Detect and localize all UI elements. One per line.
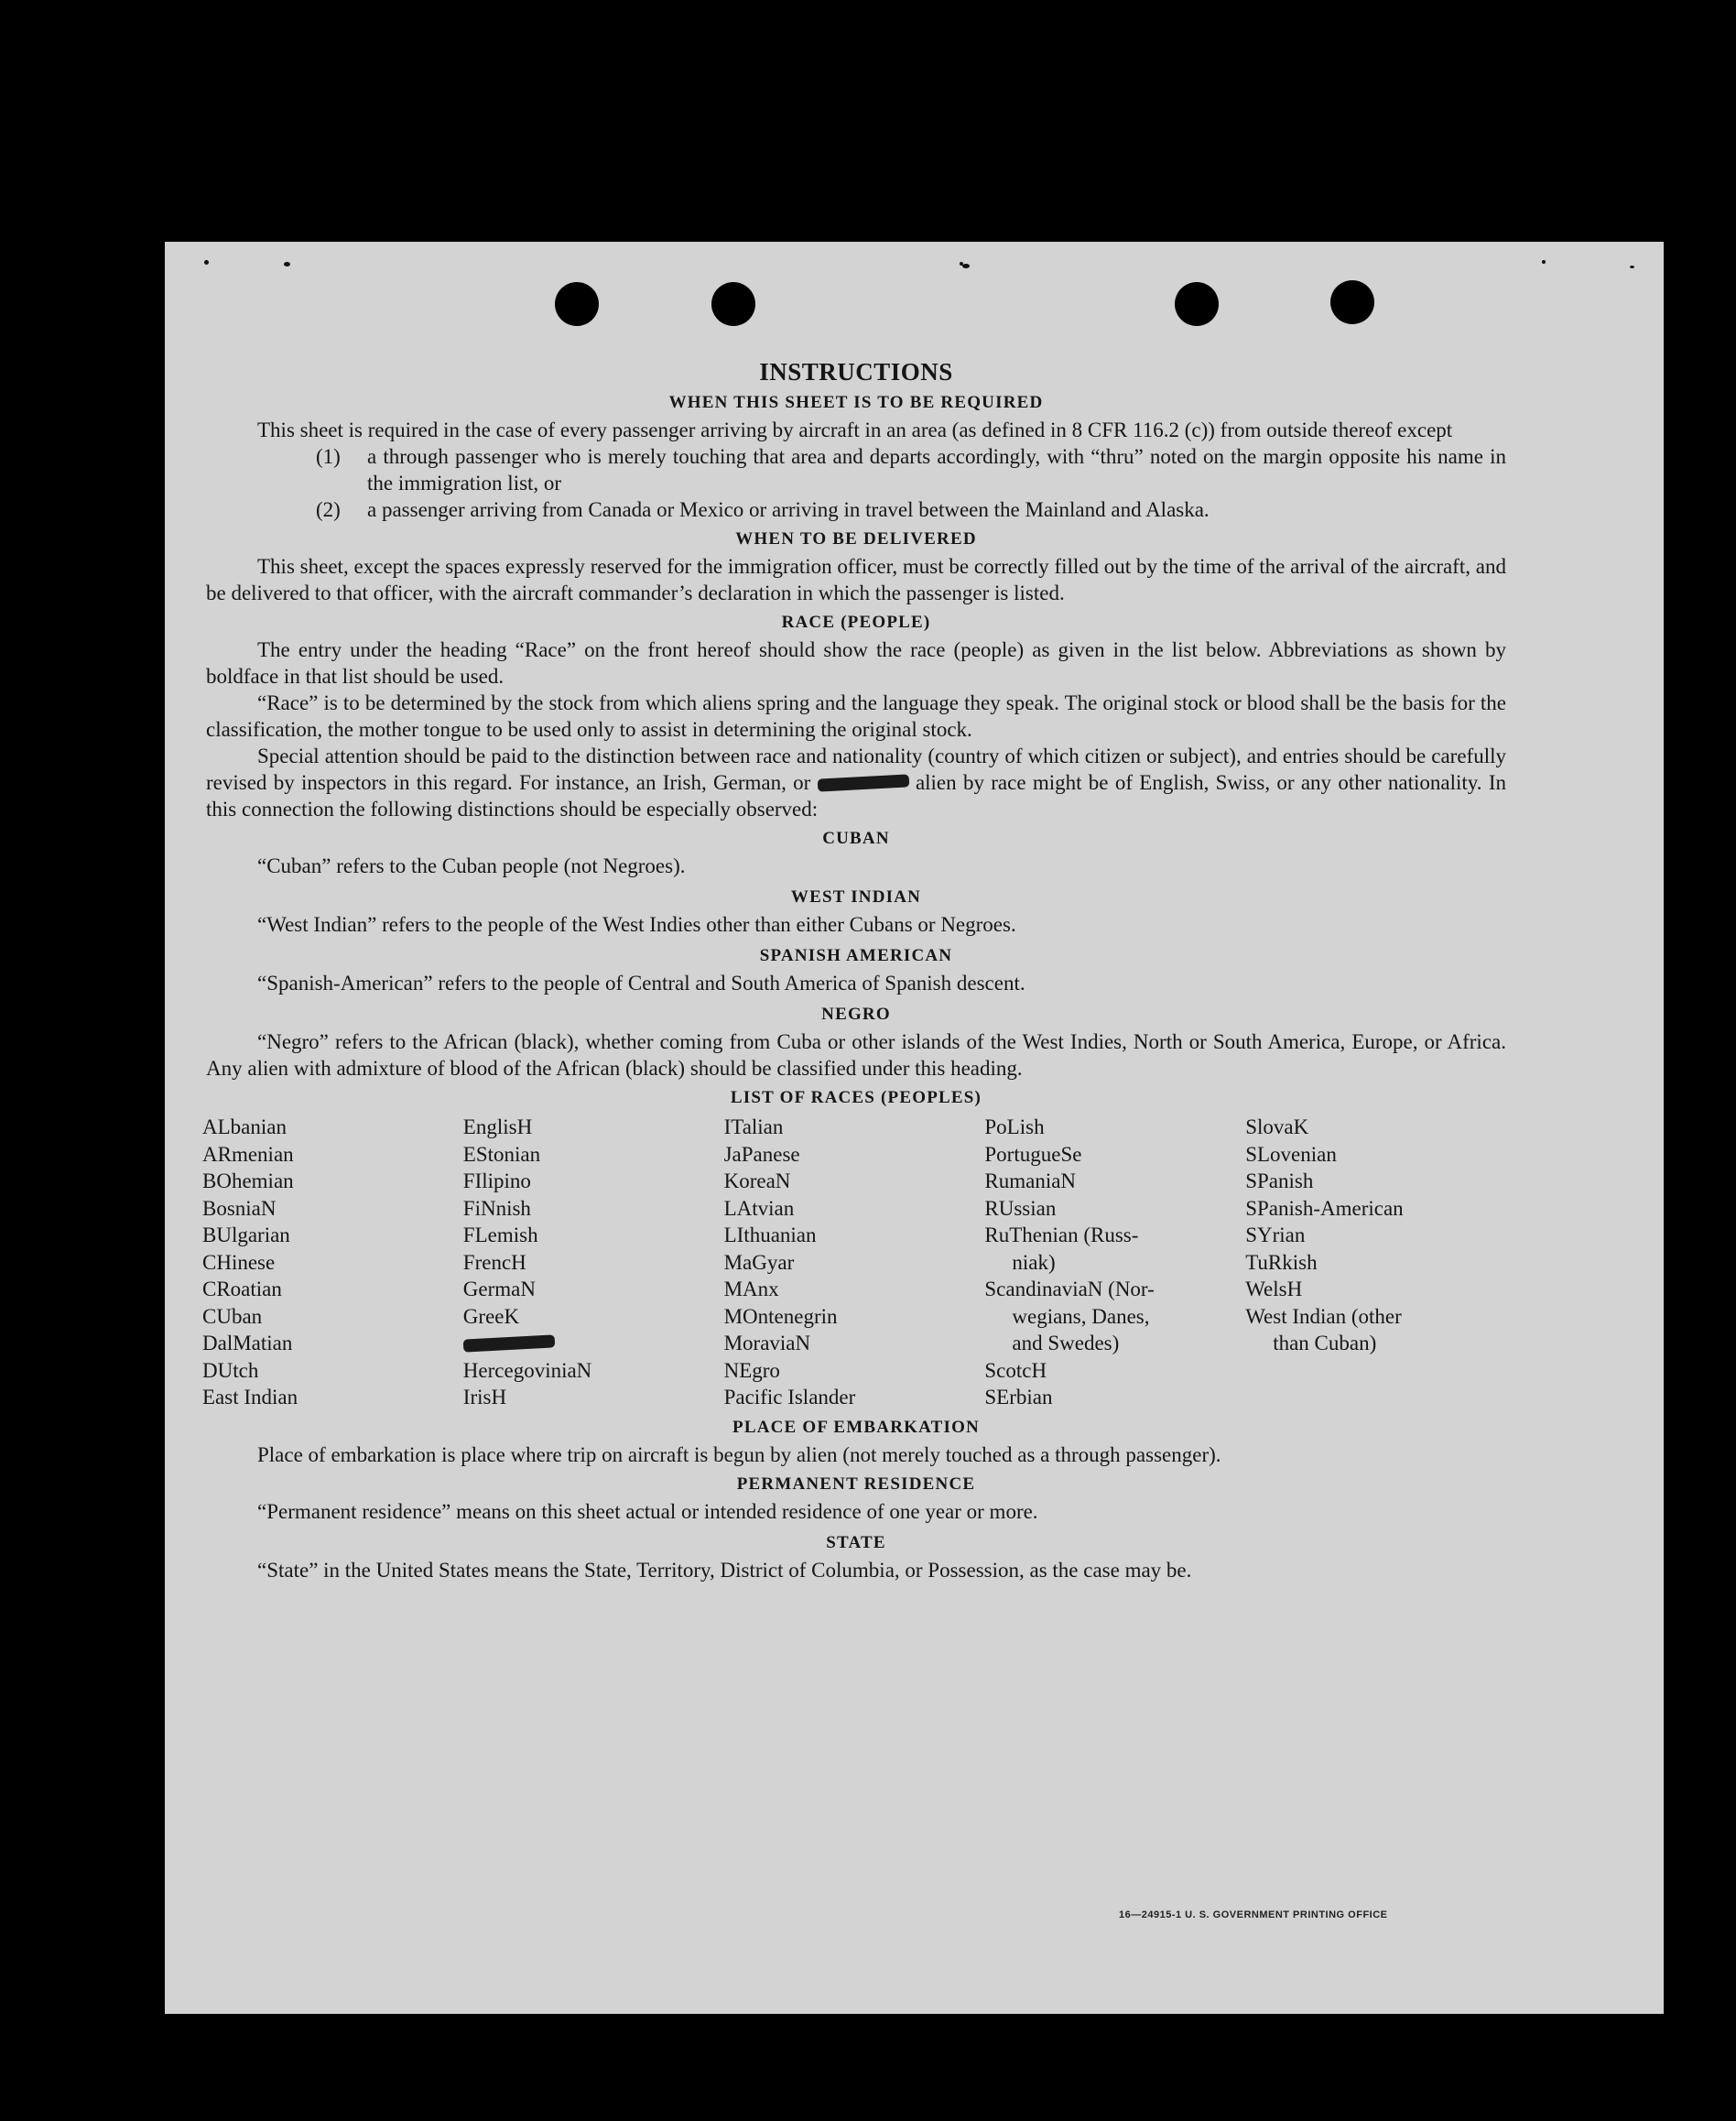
struck-out-word (817, 774, 909, 791)
race-entry: MAnx (723, 1278, 779, 1300)
speck (284, 262, 290, 266)
race-entry: SPanish (1245, 1169, 1314, 1192)
west-indian-text: “West Indian” refers to the people of the West Indies other than either Cubans or Negroes. (257, 913, 1016, 936)
race-entry-continued: and Swedes) (1012, 1332, 1120, 1354)
race-entry: BosniaN (202, 1196, 277, 1220)
race-entry-continued: niak) (1012, 1250, 1056, 1274)
race-entry: JaPanese (723, 1142, 800, 1166)
document-sheet (165, 242, 1664, 2014)
heading-permanent-residence: PERMANENT RESIDENCE (736, 1474, 976, 1494)
races-column-4 (984, 1114, 1245, 1411)
heading-cuban: CUBAN (822, 829, 890, 848)
punch-hole (555, 282, 599, 326)
race-paragraph-1: The entry under the heading “Race” on the front hereof should show the race (people) as given in the list below. Abbreviations as shown by boldface in that list should be used. (206, 638, 1506, 688)
race-entry: GermaN (462, 1278, 536, 1300)
race-entry: FiNnish (462, 1196, 531, 1220)
heading-state: STATE (826, 1532, 886, 1552)
race-entry: ScotcH (984, 1358, 1047, 1382)
race-entry: SlovaK (1245, 1115, 1309, 1138)
race-entry: PoLish (984, 1115, 1045, 1138)
race-entry: EnglisH (462, 1115, 533, 1138)
embarkation-text: Place of embarkation is place where trip on aircraft is begun by alien (not merely touched as a through passenger). (257, 1442, 1221, 1466)
item-text: a passenger arriving from Canada or Mexico or arriving in travel between the Mainland and Alaska. (367, 498, 1210, 521)
race-entry: SPanish-American (1245, 1196, 1404, 1220)
race-entry: RumaniaN (984, 1169, 1077, 1192)
speck (962, 264, 970, 268)
punch-hole (1330, 280, 1374, 324)
race-entry: BUlgarian (202, 1224, 290, 1246)
race-entry: MOntenegrin (723, 1304, 838, 1328)
cuban-text: “Cuban” refers to the Cuban people (not Negroes). (257, 854, 686, 877)
race-entry: Pacific Islander (723, 1386, 856, 1409)
race-entry: SYrian (1245, 1224, 1306, 1246)
race-entry: TuRkish (1245, 1250, 1318, 1274)
heading-delivered: WHEN TO BE DELIVERED (735, 529, 977, 549)
race-entry: EStonian (462, 1142, 541, 1166)
race-entry: East Indian (202, 1386, 298, 1409)
residence-text: “Permanent residence” means on this sheet actual or intended residence of one year or more. (257, 1499, 1038, 1523)
exception-item (206, 496, 1506, 523)
race-entry: NEgro (723, 1358, 780, 1382)
race-entry: ARmenian (202, 1142, 294, 1166)
race-paragraph-3-start: Special attention should be paid to the distinction between race and nationality (country of which citizen or subject), and entries should be carefully revised by inspectors in this regard. For instance, an Irish, German, or (206, 745, 1506, 794)
page-title: INSTRUCTIONS (759, 358, 953, 386)
race-entry: MoraviaN (723, 1332, 811, 1354)
race-entry: SLovenian (1245, 1142, 1337, 1166)
race-entry: CRoatian (202, 1278, 282, 1300)
heading-negro: NEGRO (821, 1005, 891, 1024)
race-entry: West Indian (other (1245, 1304, 1402, 1328)
races-column-3 (724, 1114, 985, 1411)
race-entry: GreeK (462, 1304, 520, 1328)
speck (204, 260, 209, 265)
heading-list-of-races: LIST OF RACES (PEOPLES) (730, 1088, 982, 1107)
race-entry: DalMatian (202, 1332, 293, 1354)
race-entry: RUssian (984, 1196, 1057, 1220)
races-column-5 (1245, 1114, 1506, 1411)
exception-item (206, 443, 1506, 496)
required-intro: This sheet is required in the case of every passenger arriving by aircraft in an area (as defined in 8 CFR 116.2 (c)) from outside thereof except (257, 419, 1453, 441)
punch-hole (1175, 282, 1219, 326)
speck (1542, 260, 1546, 264)
race-entry: CUban (202, 1304, 263, 1328)
spanish-american-text: “Spanish-American” refers to the people of Central and South America of Spanish descent. (257, 972, 1025, 995)
race-entry: SErbian (984, 1386, 1053, 1409)
race-entry: WelsH (1245, 1278, 1303, 1300)
race-entry: BOhemian (202, 1169, 294, 1192)
race-entry: ALbanian (202, 1115, 287, 1138)
item-number: (1) (316, 445, 341, 468)
race-entry: MaGyar (723, 1250, 795, 1274)
race-entry: RuThenian (Russ- (984, 1224, 1139, 1246)
races-column-1 (202, 1114, 463, 1411)
instructions-content (202, 357, 1507, 1583)
race-entry: ScandinaviaN (Nor- (984, 1278, 1155, 1300)
punch-hole (711, 282, 755, 326)
race-paragraph-2: “Race” is to be determined by the stock from which aliens spring and the language they speak. The original stock or blood shall be the basis for the classification, the mother tongue to be used only to assist in determining the original stock. (206, 691, 1506, 741)
race-entry: KoreaN (723, 1169, 791, 1192)
struck-out-word (462, 1334, 555, 1352)
race-entry: FIlipino (462, 1169, 531, 1192)
races-column-2 (463, 1114, 724, 1411)
heading-west-indian: WEST INDIAN (790, 887, 922, 907)
delivered-text: This sheet, except the spaces expressly reserved for the immigration officer, must be correctly filled out by the time of the arrival of the aircraft, and be delivered to that officer, with the aircraft commander’s declaration in which the passenger is listed. (206, 555, 1506, 604)
race-paragraph-3-end: alien by race might be of English, Swiss, or any other nationality. In this connection the following distinctions should be especially observed: (206, 771, 1507, 821)
race-entry: DUtch (202, 1358, 259, 1382)
race-entry-struck-out (463, 1330, 724, 1357)
race-entry: FrencH (462, 1250, 526, 1274)
item-text: a through passenger who is merely touching that area and departs accordingly, with “thru” noted on the margin opposite his name in the immigration list, or (367, 445, 1506, 495)
printing-office-footnote: 16—24915-1 U. S. GOVERNMENT PRINTING OFFICE (1119, 1909, 1388, 1920)
state-text: “State” in the United States means the State, Territory, District of Columbia, or Possession, as the case may be. (257, 1558, 1192, 1582)
races-list (202, 1114, 1506, 1411)
item-number: (2) (316, 498, 341, 521)
heading-race: RACE (PEOPLE) (781, 613, 931, 632)
negro-text: “Negro” refers to the African (black), whether coming from Cuba or other islands of the West Indies, North or South America, Europe, or Africa. Any alien with admixture of blood of the African (black) should be classified under this heading. (206, 1030, 1506, 1080)
race-entry: LIthuanian (723, 1224, 817, 1246)
race-entry: FLemish (462, 1224, 538, 1246)
heading-required: WHEN THIS SHEET IS TO BE REQUIRED (668, 393, 1044, 412)
race-entry: HercegoviniaN (462, 1358, 592, 1382)
race-entry: ITalian (723, 1115, 784, 1138)
heading-spanish-american: SPANISH AMERICAN (759, 946, 953, 965)
race-entry: IrisH (462, 1386, 507, 1409)
race-entry-continued: than Cuban) (1273, 1332, 1377, 1354)
race-entry: PortugueSe (984, 1142, 1082, 1166)
heading-embarkation: PLACE OF EMBARKATION (732, 1417, 980, 1437)
race-entry: LAtvian (723, 1196, 795, 1220)
race-entry: CHinese (202, 1250, 276, 1274)
race-paragraph-3 (206, 743, 1506, 822)
speck (1630, 266, 1634, 268)
race-entry-continued: wegians, Danes, (1012, 1304, 1150, 1328)
